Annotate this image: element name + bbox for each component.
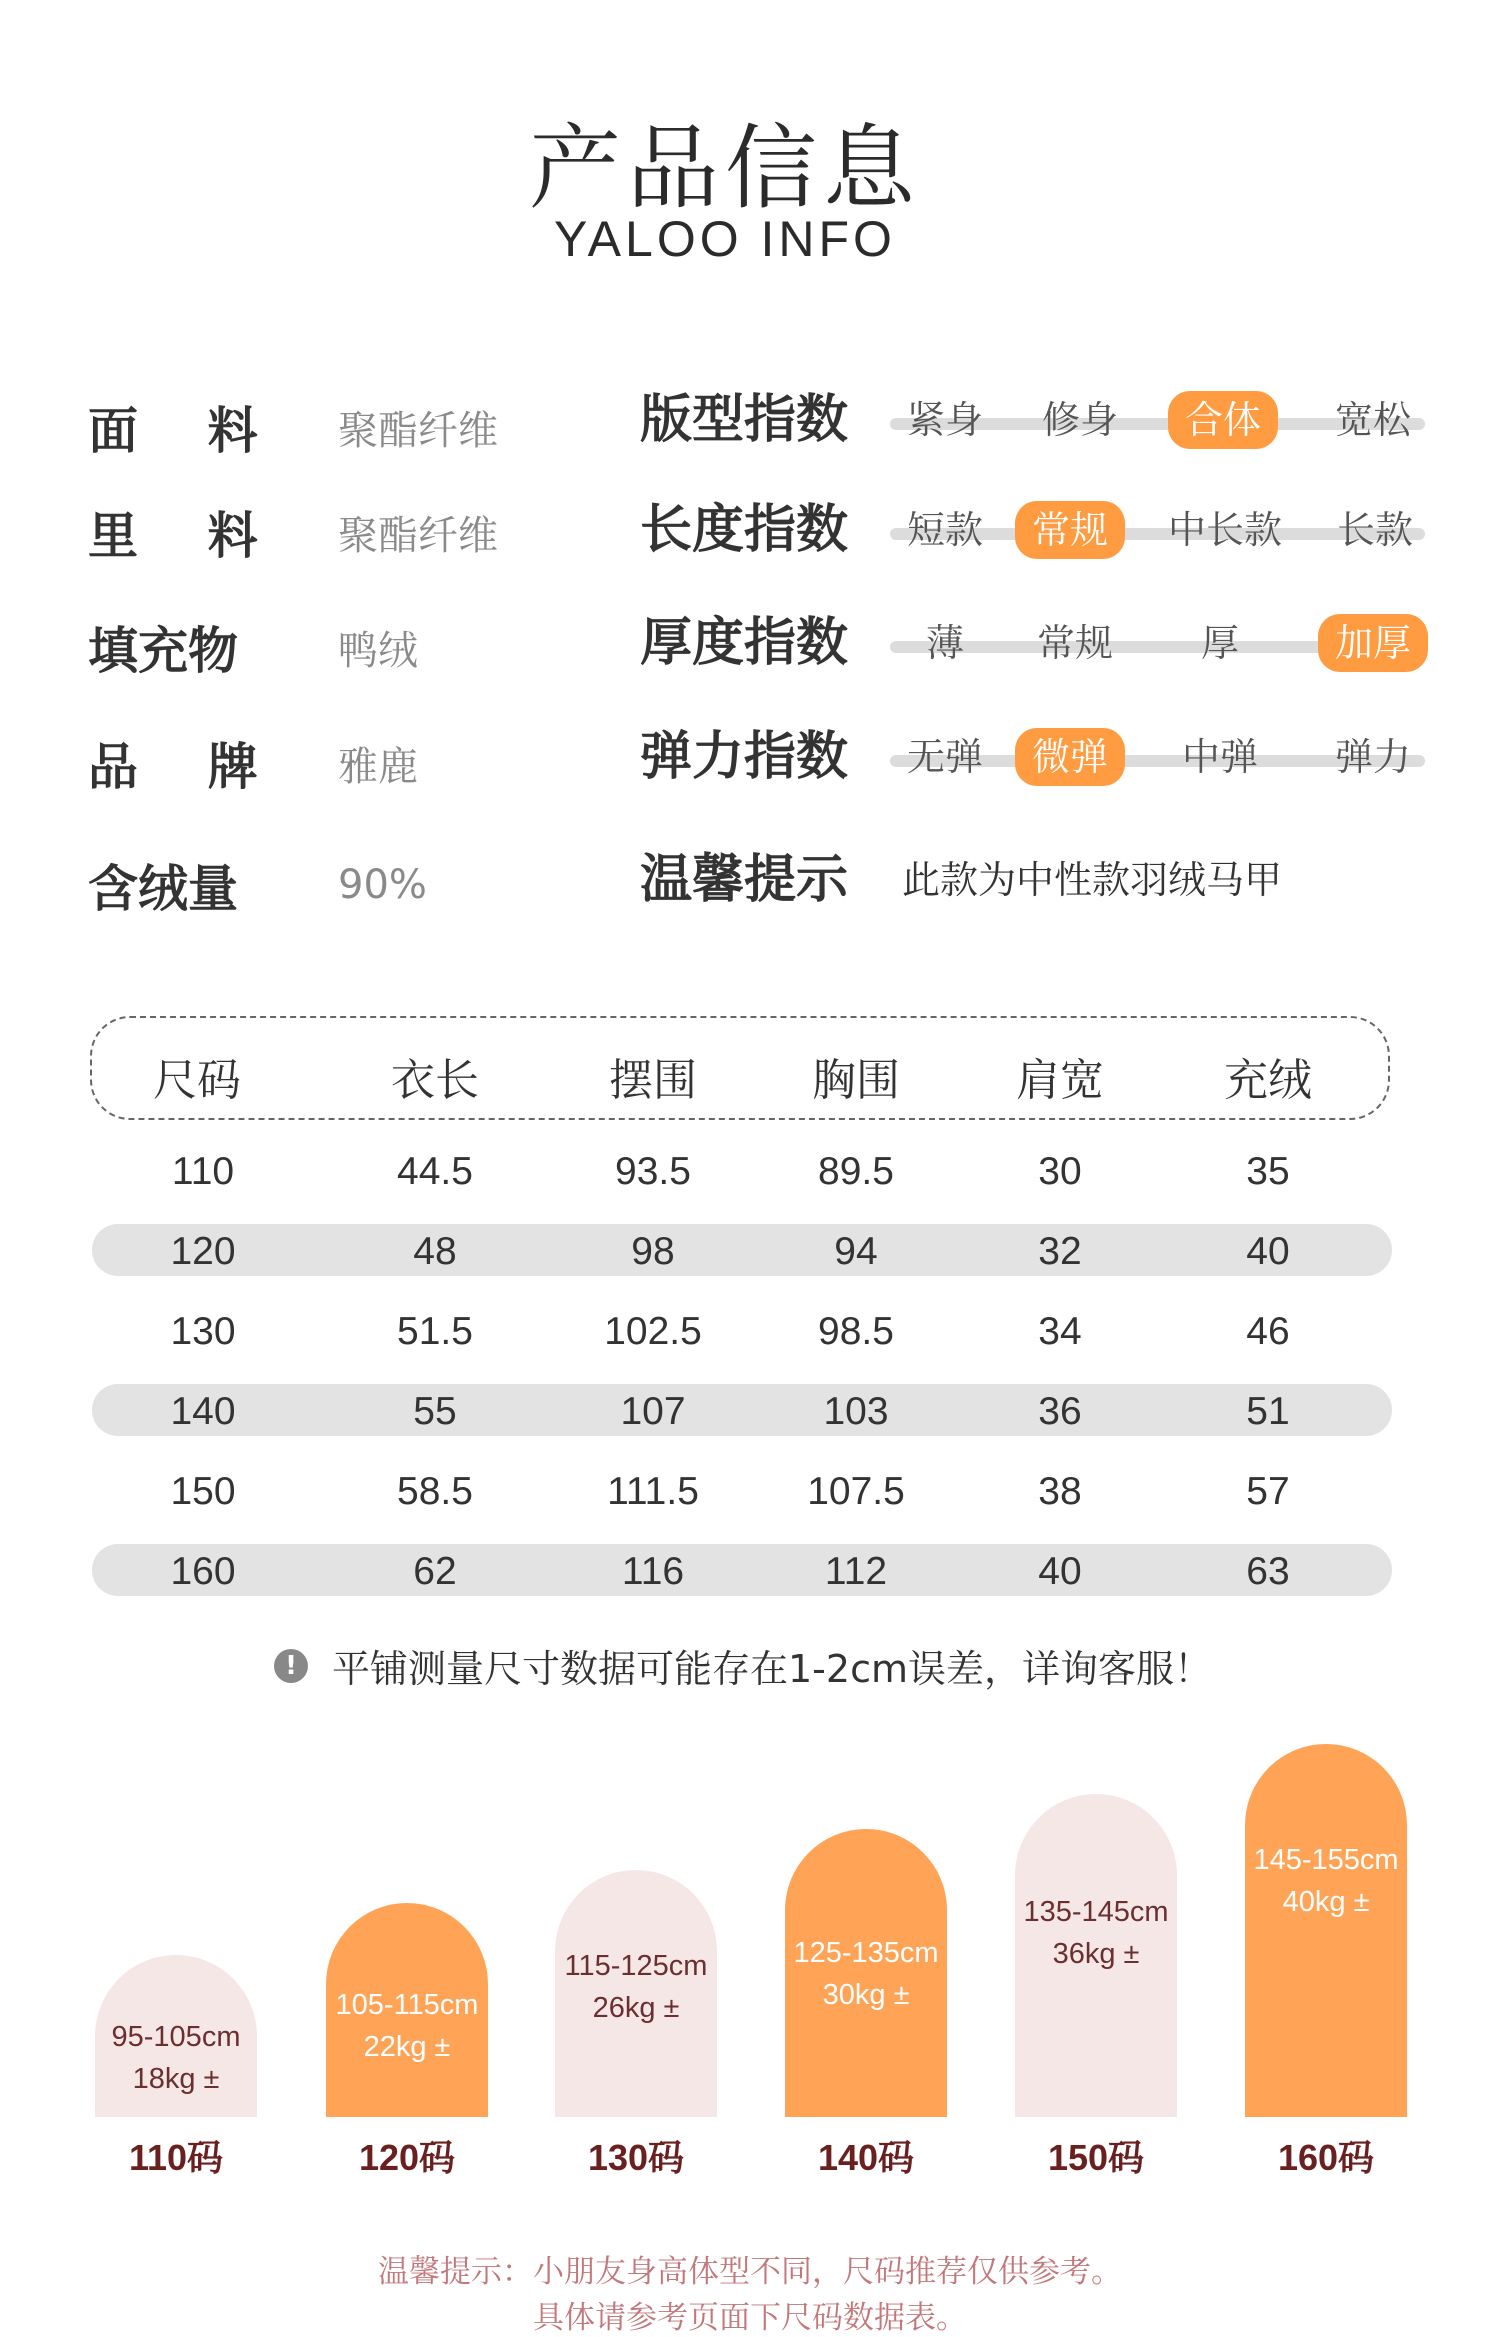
attr-row-lining bbox=[88, 497, 498, 567]
table-cell: 62 bbox=[413, 1550, 457, 1593]
arch-height-range: 145-155cm bbox=[1253, 1844, 1399, 1876]
attr-value: 聚酯纤维 bbox=[338, 407, 498, 454]
note-text: 平铺测量尺寸数据可能存在1-2cm误差，详询客服！ bbox=[332, 1647, 1212, 1691]
size-arch-120 bbox=[326, 1903, 488, 2117]
size-label-110: 110码 bbox=[128, 2137, 224, 2178]
index-option: 短款 bbox=[906, 508, 983, 552]
table-row bbox=[0, 1390, 1500, 1440]
table-cell: 34 bbox=[1038, 1310, 1082, 1353]
arch-height-range: 115-125cm bbox=[564, 1950, 708, 1982]
header-hem: 摆围 bbox=[609, 1055, 697, 1106]
arch-height-range: 105-115cm bbox=[335, 1989, 479, 2021]
table-cell: 58.5 bbox=[397, 1470, 473, 1513]
table-row bbox=[0, 1230, 1500, 1280]
arch-weight: 22kg ± bbox=[363, 2031, 451, 2063]
table-cell: 116 bbox=[621, 1550, 685, 1593]
table-cell: 44.5 bbox=[397, 1150, 473, 1193]
attr-row-fabric bbox=[88, 392, 498, 462]
table-cell: 46 bbox=[1246, 1310, 1290, 1353]
table-cell: 36 bbox=[1038, 1390, 1082, 1433]
arch-weight: 30kg ± bbox=[822, 1979, 910, 2011]
table-cell: 89.5 bbox=[818, 1150, 894, 1193]
table-cell: 38 bbox=[1038, 1470, 1082, 1513]
table-cell: 111.5 bbox=[607, 1470, 699, 1513]
index-option: 中长款 bbox=[1167, 508, 1282, 552]
index-option-selected: 微弹 bbox=[1015, 728, 1125, 786]
index-option-selected: 合体 bbox=[1168, 391, 1278, 449]
index-option: 宽松 bbox=[1334, 398, 1411, 442]
table-row bbox=[0, 1310, 1500, 1360]
attr-row-filling bbox=[88, 612, 418, 682]
table-cell: 110 bbox=[171, 1150, 235, 1193]
exclamation-icon: ! bbox=[274, 1649, 308, 1683]
attr-label: 含绒量 bbox=[88, 860, 238, 918]
table-cell: 98.5 bbox=[818, 1310, 894, 1353]
table-cell: 98 bbox=[631, 1230, 675, 1273]
attr-value: 90% bbox=[338, 862, 427, 908]
arch-weight: 36kg ± bbox=[1052, 1938, 1140, 1970]
size-label-120: 120码 bbox=[358, 2137, 456, 2178]
header-fill: 充绒 bbox=[1224, 1055, 1312, 1106]
table-cell: 48 bbox=[413, 1230, 457, 1273]
index-option: 无弹 bbox=[906, 735, 983, 779]
index-label: 版型指数 bbox=[640, 390, 849, 450]
index-length bbox=[640, 495, 1440, 565]
table-cell: 40 bbox=[1038, 1550, 1082, 1593]
attr-row-brand bbox=[88, 728, 418, 798]
size-arch-110 bbox=[95, 1955, 257, 2117]
index-option: 常规 bbox=[1036, 621, 1113, 665]
attr-row-down-content bbox=[88, 850, 427, 920]
index-label: 弹力指数 bbox=[640, 727, 849, 787]
index-option: 薄 bbox=[925, 621, 964, 665]
table-cell: 94 bbox=[834, 1230, 878, 1273]
table-cell: 130 bbox=[170, 1310, 236, 1353]
table-cell: 35 bbox=[1246, 1150, 1290, 1193]
arch-height-range: 135-145cm bbox=[1023, 1896, 1169, 1928]
table-cell: 150 bbox=[170, 1470, 236, 1513]
table-cell: 32 bbox=[1038, 1230, 1082, 1273]
table-cell: 51 bbox=[1246, 1390, 1290, 1433]
size-label-150: 150码 bbox=[1047, 2137, 1145, 2178]
table-cell: 107.5 bbox=[807, 1470, 905, 1513]
header-size: 尺码 bbox=[153, 1055, 241, 1106]
attr-value: 鸭绒 bbox=[338, 627, 418, 674]
tip-row bbox=[640, 845, 1440, 915]
bottom-tip-line2: 具体请参考页面下尺码数据表。 bbox=[533, 2300, 967, 2336]
table-cell: 102.5 bbox=[604, 1310, 702, 1353]
table-cell: 107 bbox=[620, 1390, 686, 1433]
header-length: 衣长 bbox=[391, 1055, 479, 1106]
table-cell: 30 bbox=[1038, 1150, 1082, 1193]
table-cell: 51.5 bbox=[397, 1310, 473, 1353]
index-elasticity bbox=[640, 722, 1440, 792]
size-label-160: 160码 bbox=[1277, 2137, 1375, 2178]
arch-height-range: 95-105cm bbox=[111, 2021, 241, 2053]
table-cell: 55 bbox=[413, 1390, 457, 1433]
arch-weight: 26kg ± bbox=[592, 1992, 680, 2024]
table-cell: 120 bbox=[170, 1230, 236, 1273]
attr-label: 里 料 bbox=[88, 507, 258, 565]
index-option: 中弹 bbox=[1181, 735, 1258, 779]
size-label-140: 140码 bbox=[817, 2137, 915, 2178]
table-cell: 103 bbox=[823, 1390, 889, 1433]
size-table-header-row bbox=[0, 1044, 1500, 1104]
size-arch-150 bbox=[1015, 1794, 1177, 2117]
index-option: 紧身 bbox=[906, 398, 983, 442]
table-row bbox=[0, 1550, 1500, 1600]
size-arch-130 bbox=[555, 1870, 717, 2117]
table-cell: 93.5 bbox=[615, 1150, 691, 1193]
arch-height-range: 125-135cm bbox=[793, 1937, 939, 1969]
size-arch-160 bbox=[1245, 1744, 1407, 2117]
table-cell: 57 bbox=[1246, 1470, 1290, 1513]
index-option: 长款 bbox=[1336, 508, 1413, 552]
size-label-130: 130码 bbox=[587, 2137, 685, 2178]
measurement-note bbox=[274, 1638, 1212, 1693]
table-cell: 63 bbox=[1246, 1550, 1290, 1593]
bottom-tip-line1: 温馨提示：小朋友身高体型不同，尺码推荐仅供参考。 bbox=[378, 2254, 1122, 2290]
header-shoulder: 肩宽 bbox=[1016, 1055, 1104, 1106]
attr-label: 填充物 bbox=[88, 622, 238, 680]
header-chest: 胸围 bbox=[812, 1055, 900, 1106]
index-label: 长度指数 bbox=[640, 500, 849, 560]
table-cell: 40 bbox=[1246, 1230, 1290, 1273]
arch-weight: 40kg ± bbox=[1282, 1886, 1370, 1918]
table-row bbox=[0, 1470, 1500, 1520]
tip-label: 温馨提示 bbox=[640, 850, 849, 910]
table-row bbox=[0, 1150, 1500, 1200]
index-option: 修身 bbox=[1041, 398, 1118, 442]
index-label: 厚度指数 bbox=[640, 613, 849, 673]
page-title: 产品信息 bbox=[528, 115, 921, 222]
index-fit bbox=[640, 385, 1440, 455]
index-option: 厚 bbox=[1200, 621, 1239, 665]
attr-label: 面 料 bbox=[88, 402, 258, 460]
table-cell: 112 bbox=[824, 1550, 888, 1593]
attr-label: 品 牌 bbox=[88, 738, 258, 796]
table-cell: 140 bbox=[170, 1390, 236, 1433]
index-option: 弹力 bbox=[1334, 735, 1411, 779]
attr-value: 雅鹿 bbox=[338, 743, 418, 790]
index-option-selected: 常规 bbox=[1015, 501, 1125, 559]
attr-value: 聚酯纤维 bbox=[338, 512, 498, 559]
arch-weight: 18kg ± bbox=[132, 2063, 220, 2095]
size-arch-140 bbox=[785, 1829, 947, 2117]
index-option-selected: 加厚 bbox=[1318, 614, 1428, 672]
page-subtitle: YALOO INFO bbox=[554, 211, 896, 267]
tip-text: 此款为中性款羽绒马甲 bbox=[902, 858, 1283, 902]
table-cell: 160 bbox=[170, 1550, 236, 1593]
index-thickness bbox=[640, 608, 1440, 678]
